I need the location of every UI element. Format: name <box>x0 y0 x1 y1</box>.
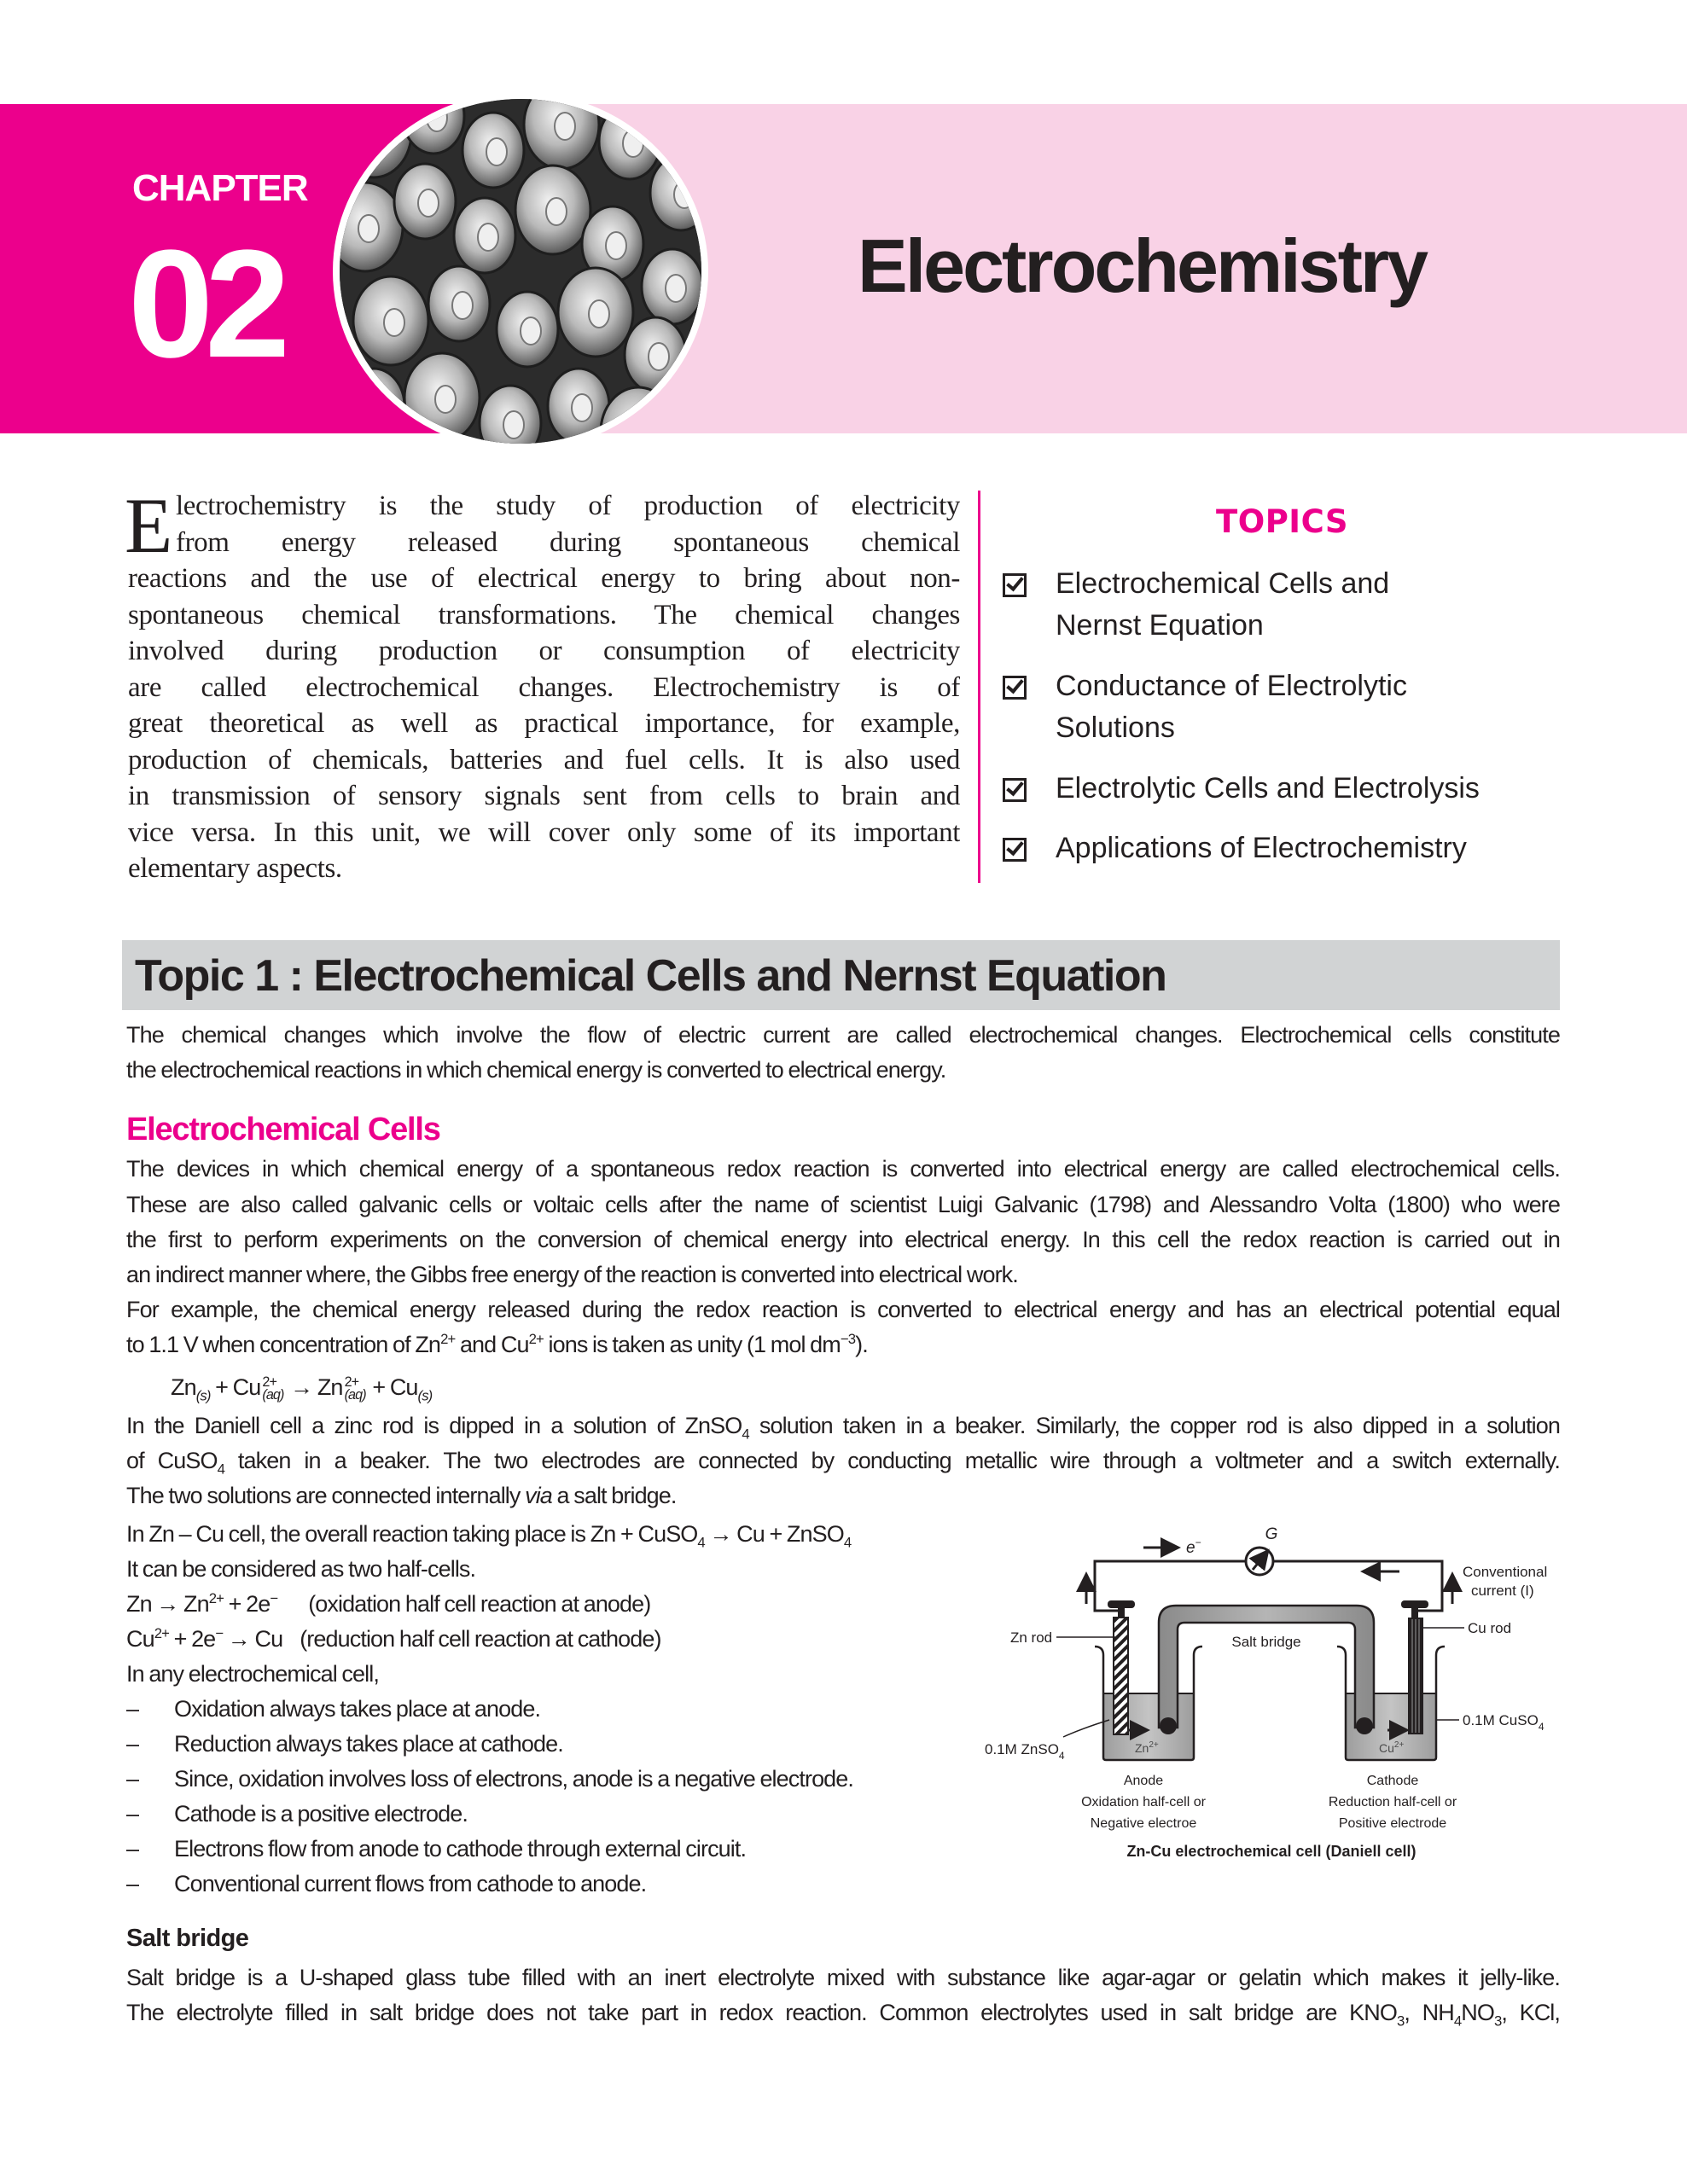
battery-terminal <box>649 343 669 370</box>
bullet-item <box>126 1693 967 1724</box>
intro-line: reactions and the use of electrical energy to bring about non- <box>128 563 960 594</box>
text: → Cu + ZnSO <box>704 1521 844 1547</box>
body-line <box>126 1329 1560 1360</box>
subscript: (s) <box>195 1387 211 1404</box>
subscript: 3 <box>1396 2013 1405 2028</box>
half-cell-cathode <box>126 1623 967 1654</box>
bullet-item <box>126 1833 967 1864</box>
intro-line: great theoretical as well as practical importance, for example, <box>128 708 960 739</box>
text: Electrons flow from anode to cathode through external circuit. <box>174 1836 747 1862</box>
checkbox-checked-icon <box>1003 573 1027 597</box>
bridge-plug <box>1160 1717 1177 1734</box>
section-heading: Electrochemical Cells <box>126 1112 440 1147</box>
bullet-item <box>126 1763 967 1794</box>
topic-label: Conductance of Electrolytic <box>1056 670 1407 702</box>
topic-label: Electrolytic Cells and Electrolysis <box>1056 772 1480 804</box>
text: ions is taken as unity (1 mol dm <box>543 1332 841 1357</box>
subscript: (s) <box>417 1387 433 1404</box>
subscript: 3 <box>1493 2013 1502 2028</box>
cu-ion-label: $Cu^{2+}$ <box>1379 1740 1405 1755</box>
text: of CuSO <box>126 1448 218 1473</box>
text: + 2e <box>224 1591 271 1617</box>
text: → Cu <box>223 1626 283 1652</box>
body-line <box>126 1997 1560 2028</box>
topic-item[interactable] <box>1003 768 1549 810</box>
topic-label: Electrochemical Cells and <box>1056 567 1390 600</box>
intro-line: from energy released during spontaneous chemical <box>176 526 960 558</box>
half-cell-anode <box>126 1589 967 1619</box>
bullet-dash: – <box>126 1871 139 1896</box>
reaction-equation <box>171 1368 683 1406</box>
body-line: These are also called galvanic cells or voltaic cells after the name of scientist Luigi Galvanic (1798) and Alessandro Volta (1800) who were <box>126 1192 1560 1217</box>
topic-label: Applications of Electrochemistry <box>1056 832 1467 864</box>
text: Cathode is a positive electrode. <box>174 1801 468 1827</box>
text: and Cu <box>455 1332 529 1357</box>
batteries-photo <box>340 99 701 444</box>
text: Since, oxidation involves loss of electrons, anode is a negative electrode. <box>174 1766 854 1792</box>
bullet-item <box>126 1728 967 1759</box>
battery-terminal <box>606 232 626 259</box>
zn-rod-label: Zn rod <box>1010 1629 1053 1646</box>
bullet-dash: – <box>126 1766 139 1792</box>
charge-stack <box>262 1376 283 1402</box>
topic-label: Nernst Equation <box>1056 609 1264 642</box>
battery-terminal <box>435 386 456 413</box>
text: In Zn – Cu cell, the overall reaction taking place is Zn + CuSO <box>126 1521 698 1547</box>
cathode-label: Cathode <box>1366 1774 1419 1788</box>
text: Zn <box>317 1374 343 1400</box>
intro-line: elementary aspects. <box>128 853 342 884</box>
column-divider <box>978 491 980 883</box>
subscript: 4 <box>697 1534 705 1549</box>
checkbox-checked-icon <box>1003 676 1027 700</box>
intro-line: in transmission of sensory signals sent from cells to brain and <box>128 781 960 811</box>
galvanometer-label: G <box>1265 1525 1278 1543</box>
superscript: 2+ <box>262 1374 276 1390</box>
intro-paragraph <box>125 482 960 889</box>
text: → <box>285 1374 317 1400</box>
salt-bridge-label: Salt bridge <box>1231 1634 1301 1650</box>
superscript: 2+ <box>528 1331 544 1347</box>
battery-terminal <box>572 394 592 421</box>
cu-rod-label: Cu rod <box>1468 1620 1512 1636</box>
battery-terminal <box>384 309 404 336</box>
battery-terminal <box>418 189 439 217</box>
intro-line: are called electrochemical changes. Electrochemistry is of <box>128 671 960 703</box>
intro-line: involved during production or consumption of electricity <box>128 636 960 666</box>
diagram-caption: Zn-Cu electrochemical cell (Daniell cell) <box>1126 1843 1416 1860</box>
body-line: Salt bridge is a U-shaped glass tube filled with an inert electrolyte mixed with substance like agar-agar or gelatin which makes it jelly-like. <box>126 1965 1560 1990</box>
terminal-cap <box>1401 1600 1428 1608</box>
battery-terminal <box>589 300 609 328</box>
text: Oxidation always takes place at anode. <box>174 1696 541 1722</box>
text: The two solutions are connected internally <box>126 1483 526 1508</box>
body-line: It can be considered as two half-cells. <box>126 1556 476 1582</box>
dropcap: E <box>125 482 173 569</box>
conventional-current-label: Conventional <box>1463 1564 1548 1580</box>
superscript: −3 <box>840 1331 856 1347</box>
battery-terminal <box>666 275 686 302</box>
text: Reduction always takes place at cathode. <box>174 1731 563 1757</box>
body-line: the first to perform experiments on the conversion of chemical energy into electrical energy. In this cell the redox reaction is carried out in <box>126 1227 1560 1252</box>
copper-rod <box>1408 1618 1423 1734</box>
subscript: 4 <box>843 1534 852 1549</box>
checkbox-checked-icon <box>1003 778 1027 802</box>
chapter-number: 02 <box>128 218 282 390</box>
subscript: 4 <box>217 1461 224 1476</box>
battery-terminal <box>452 292 473 319</box>
subscript: 4 <box>1453 2013 1462 2028</box>
terminal-post <box>1411 1607 1418 1618</box>
text: Cu <box>389 1374 418 1400</box>
checkbox-checked-icon <box>1003 838 1027 862</box>
body-line: The devices in which chemical energy of a spontaneous redox reaction is converted into electrical energy are called electrochemical cells. <box>126 1156 1560 1182</box>
conventional-current-label: current (I) <box>1471 1583 1534 1599</box>
znso4-label: 0.1M ZnSO$_4$ <box>985 1741 1065 1762</box>
text: (oxidation half cell reaction at anode) <box>308 1591 651 1617</box>
bridge-plug <box>1356 1717 1373 1734</box>
topic-item[interactable] <box>1003 665 1549 749</box>
text: ). <box>855 1332 868 1357</box>
anode-desc: Oxidation half-cell or <box>1081 1795 1206 1809</box>
text: Cu <box>232 1374 261 1400</box>
text: NO <box>1461 2000 1494 2025</box>
cathode-desc: Positive electrode <box>1338 1816 1447 1831</box>
intro-line: vice versa. In this unit, we will cover only some of its important <box>128 816 960 848</box>
section-heading: Salt bridge <box>126 1925 249 1952</box>
topics-title: TOPICS <box>1216 503 1349 540</box>
chapter-label: CHAPTER <box>132 167 308 209</box>
text: + <box>367 1374 390 1400</box>
bullet-dash: – <box>126 1836 139 1862</box>
text: Zn → Zn <box>126 1591 209 1617</box>
topic-heading: Topic 1 : Electrochemical Cells and Nernst Equation <box>135 951 1166 1001</box>
superscript: 2+ <box>344 1374 359 1390</box>
zn-ion-label: $Zn^{2+}$ <box>1135 1740 1159 1755</box>
text: , KCl, <box>1501 2000 1560 2025</box>
bullet-dash: – <box>126 1696 139 1722</box>
text: solution taken in a beaker. Similarly, the copper rod is also dipped in a solution <box>748 1413 1560 1438</box>
topic-item[interactable] <box>1003 563 1549 647</box>
anode-desc: Negative electroe <box>1090 1816 1197 1831</box>
body-line: the electrochemical reactions in which chemical energy is converted to electrical energy. <box>126 1057 946 1083</box>
terminal-cap <box>1108 1600 1135 1608</box>
battery-terminal <box>503 411 524 439</box>
subscript: (aq) <box>262 1386 284 1403</box>
battery-terminal <box>521 317 541 345</box>
body-line <box>126 1445 1560 1476</box>
body-line <box>126 1480 1560 1511</box>
battery-terminal <box>546 198 567 225</box>
superscript: 2+ <box>440 1331 456 1347</box>
electron-label: e− <box>1186 1536 1201 1557</box>
superscript: − <box>270 1590 278 1606</box>
text: (reduction half cell reaction at cathode) <box>300 1626 661 1652</box>
cuso4-label: 0.1M CuSO$_4$ <box>1463 1712 1544 1733</box>
text: a salt bridge. <box>551 1483 677 1508</box>
topic-item[interactable] <box>1003 828 1549 869</box>
body-line: In any electrochemical cell, <box>126 1661 379 1687</box>
text: + <box>210 1374 233 1400</box>
text: to 1.1 V when concentration of Zn <box>126 1332 441 1357</box>
body-line: For example, the chemical energy released during the redox reaction is converted to electrical energy and has an electrical potential equal <box>126 1297 1560 1322</box>
cathode-desc: Reduction half-cell or <box>1328 1795 1457 1809</box>
bullet-dash: – <box>126 1801 139 1827</box>
superscript: 2+ <box>208 1590 224 1606</box>
terminal-post <box>1118 1607 1125 1618</box>
text: taken in a beaker. The two electrodes are connected by conducting metallic wire through a voltmeter and a switch externally. <box>224 1448 1560 1473</box>
bullet-item <box>126 1868 967 1899</box>
bullet-dash: – <box>126 1731 139 1757</box>
intro-line: spontaneous chemical transformations. The chemical changes <box>128 599 960 630</box>
superscript: − <box>215 1625 224 1641</box>
text: The electrolyte filled in salt bridge does not take part in redox reaction. Common electrolytes used in salt bridge are KNO <box>126 2000 1397 2025</box>
battery-terminal <box>486 138 507 166</box>
chapter-title: Electrochemistry <box>858 224 1427 308</box>
battery-terminal <box>358 215 379 242</box>
subscript: (aq) <box>344 1386 366 1403</box>
body-line: an indirect manner where, the Gibbs free energy of the reaction is converted into electrical work. <box>126 1262 1018 1287</box>
text: In the Daniell cell a zinc rod is dipped in a solution of ZnSO <box>126 1413 742 1438</box>
batteries-image-icon <box>340 99 701 444</box>
bullet-item <box>126 1798 967 1829</box>
galvanometer-icon <box>1246 1548 1273 1575</box>
intro-line: production of chemicals, batteries and fuel cells. It is also used <box>128 744 960 775</box>
text: , NH <box>1404 2000 1454 2025</box>
daniell-cell-diagram <box>981 1510 1579 1877</box>
charge-stack <box>345 1376 366 1402</box>
subscript: 4 <box>742 1426 749 1441</box>
overall-reaction <box>126 1519 967 1549</box>
body-line <box>126 1410 1560 1441</box>
zinc-rod <box>1114 1618 1128 1734</box>
text: Zn <box>171 1374 196 1400</box>
battery-terminal <box>478 224 498 251</box>
text: Cu <box>126 1626 154 1652</box>
text: Conventional current flows from cathode to anode. <box>174 1871 647 1896</box>
topic-label: Solutions <box>1056 712 1175 744</box>
text-italic: via <box>525 1483 552 1508</box>
superscript: 2+ <box>154 1625 169 1641</box>
text: + 2e <box>169 1626 216 1652</box>
intro-line: lectrochemistry is the study of production of electricity <box>176 491 960 521</box>
battery-terminal <box>555 113 575 140</box>
anode-label: Anode <box>1123 1774 1164 1788</box>
body-line: The chemical changes which involve the flow of electric current are called electrochemical changes. Electrochemical cells constitute <box>126 1022 1560 1048</box>
